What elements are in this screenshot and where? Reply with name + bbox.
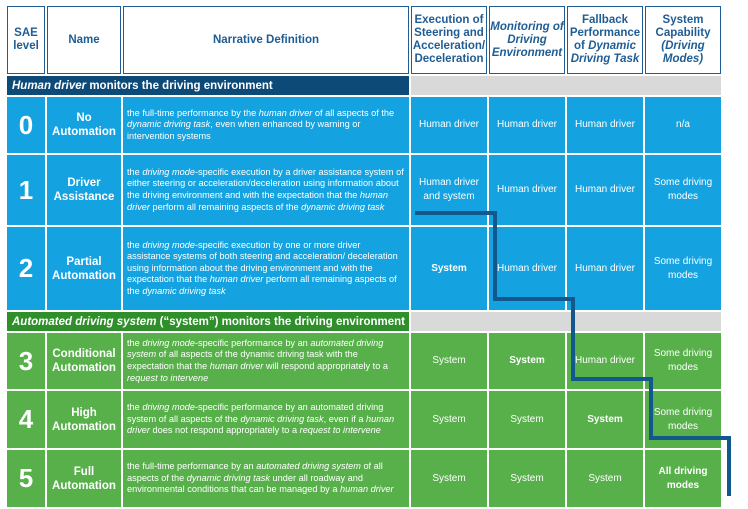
level-name: Conditional Automation (47, 333, 121, 389)
cell-execution: Human driver and system (411, 155, 487, 225)
band-human-text-2: monitors the driving environment (86, 79, 273, 92)
level-row-0 (7, 97, 721, 153)
cell-execution: System (411, 333, 487, 389)
level-definition: the driving mode-specific performance by an automated driving system of all aspects of the dynamic driving task with the expectation that the human driver will respond appropriately to a request to intervene (123, 333, 409, 389)
header-monitoring-text: Monitoring of Driving Environment (490, 20, 564, 59)
band-system-monitors (7, 312, 721, 331)
header-execution: Execution of Steering and Acceleration/ Deceleration (411, 6, 487, 74)
cell-execution: System (411, 227, 487, 310)
level-name: Full Automation (47, 450, 121, 507)
cell-fallback: System (567, 391, 643, 448)
sae-levels-table (5, 4, 723, 509)
header-definition: Narrative Definition (123, 6, 409, 74)
boundary-line-7 (649, 436, 729, 440)
boundary-line-2 (493, 211, 497, 299)
header-monitoring (489, 6, 565, 74)
band-human-monitors (7, 76, 721, 95)
cell-monitoring: System (489, 450, 565, 507)
cell-monitoring: System (489, 333, 565, 389)
cell-capability: Some driving modes (645, 333, 721, 389)
band-auto-text-1: Automated driving system (12, 315, 157, 328)
boundary-line-8 (727, 436, 731, 496)
boundary-line-1 (415, 211, 495, 215)
cell-monitoring: Human driver (489, 97, 565, 153)
header-capability-text-2: (Driving Modes) (661, 40, 705, 65)
level-name: Driver Assistance (47, 155, 121, 225)
cell-execution: Human driver (411, 97, 487, 153)
cell-execution: System (411, 450, 487, 507)
level-number: 5 (7, 450, 45, 507)
header-name: Name (47, 6, 121, 74)
boundary-line-5 (571, 377, 651, 381)
band-human-text-1: Human driver (12, 79, 87, 92)
header-row (7, 6, 721, 74)
band-auto-grey (411, 312, 721, 331)
band-human-grey (411, 76, 721, 95)
level-number: 2 (7, 227, 45, 310)
level-definition: the driving mode-specific performance by an automated driving system of all aspects of the dynamic driving task, even if a human driver does not respond appropriately to a request to intervene (123, 391, 409, 448)
cell-monitoring: System (489, 391, 565, 448)
header-capability (645, 6, 721, 74)
header-level: SAE level (7, 6, 45, 74)
level-row-1 (7, 155, 721, 225)
cell-fallback: Human driver (567, 97, 643, 153)
band-auto-label (7, 312, 409, 331)
level-name: No Automation (47, 97, 121, 153)
level-number: 4 (7, 391, 45, 448)
level-definition: the driving mode-specific execution by a driver assistance system of either steering or acceleration/deceleration using information about the driving environment and with the expectation that the human driver perform all remaining aspects of the dynamic driving task (123, 155, 409, 225)
level-number: 1 (7, 155, 45, 225)
cell-monitoring: Human driver (489, 227, 565, 310)
boundary-line-3 (493, 297, 573, 301)
sae-levels-table-wrap (5, 4, 723, 509)
header-capability-text-1: System Capability (655, 14, 711, 39)
level-number: 0 (7, 97, 45, 153)
band-auto-text-2: (“system”) monitors the driving environment (156, 315, 405, 328)
cell-fallback: Human driver (567, 333, 643, 389)
level-definition: the driving mode-specific execution by one or more driver assistance systems of both steering and acceleration/ deceleration using information about the driving environment and with the expectation that the human driver perform all remaining aspects of the dynamic driving task (123, 227, 409, 310)
level-definition: the full-time performance by the human driver of all aspects of the dynamic driving task, even when enhanced by warning or intervention systems (123, 97, 409, 153)
cell-capability: Some driving modes (645, 227, 721, 310)
cell-capability: All driving modes (645, 450, 721, 507)
boundary-line-6 (649, 377, 653, 439)
header-fallback (567, 6, 643, 74)
cell-fallback: Human driver (567, 155, 643, 225)
level-number: 3 (7, 333, 45, 389)
band-human-label (7, 76, 409, 95)
level-definition: the full-time performance by an automated driving system of all aspects of the dynamic driving task under all roadway and environmental conditions that can be managed by a human driver (123, 450, 409, 507)
header-fallback-text-2: Dynamic Driving Task (570, 40, 640, 65)
cell-fallback: Human driver (567, 227, 643, 310)
cell-fallback: System (567, 450, 643, 507)
level-row-2 (7, 227, 721, 310)
level-name: Partial Automation (47, 227, 121, 310)
boundary-line-4 (571, 297, 575, 379)
cell-capability: n/a (645, 97, 721, 153)
cell-capability: Some driving modes (645, 155, 721, 225)
level-row-4 (7, 391, 721, 448)
cell-monitoring: Human driver (489, 155, 565, 225)
level-name: High Automation (47, 391, 121, 448)
header-fallback-text-1: Fallback Performance of (569, 14, 641, 52)
level-row-5 (7, 450, 721, 507)
cell-execution: System (411, 391, 487, 448)
cell-capability: Some driving modes (645, 391, 721, 448)
